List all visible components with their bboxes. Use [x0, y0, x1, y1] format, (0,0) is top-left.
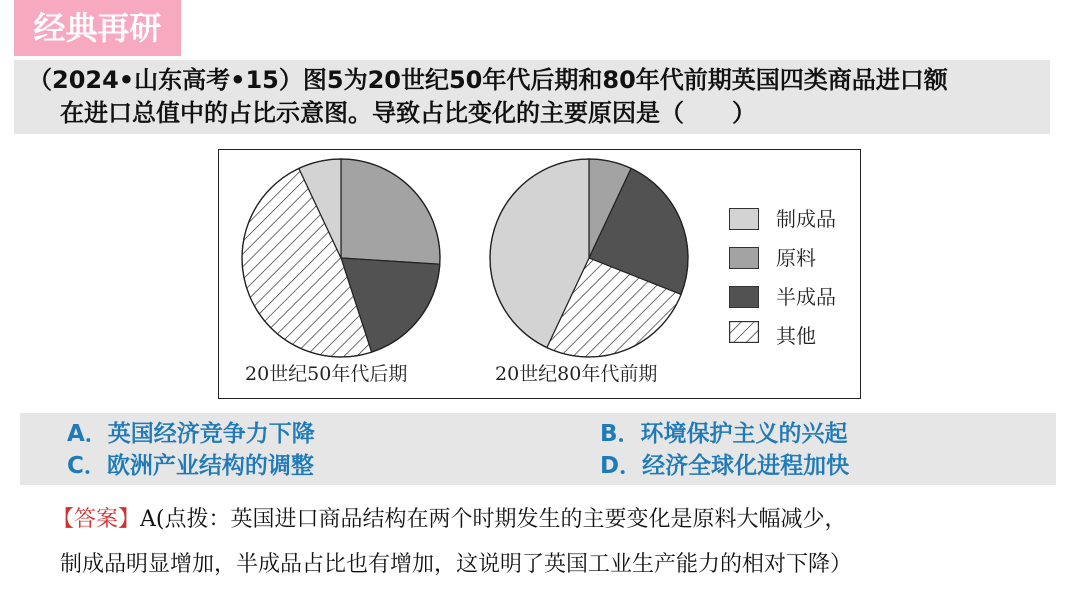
pie-slice-1950s-raw-materials: [341, 159, 440, 264]
legend-label-semi-finished: 半成品: [776, 285, 836, 309]
question-panel: [14, 60, 1050, 134]
option-d[interactable]: D．经济全球化进程加快: [600, 453, 850, 479]
answer-line-2: 制成品明显增加，半成品占比也有增加，这说明了英国工业生产能力的相对下降）: [60, 552, 853, 577]
option-b[interactable]: B．环境保护主义的兴起: [600, 421, 848, 447]
answer-text-1: A(点拨：英国进口商品结构在两个时期发生的主要变化是原料大幅减少，: [140, 507, 847, 532]
pie-caption-1980s: 20世纪80年代前期: [495, 363, 658, 385]
legend-swatch-semi-finished: [729, 286, 759, 308]
legend-label-raw-materials: 原料: [776, 246, 816, 270]
legend-swatch-raw-materials: [729, 247, 759, 269]
pie-figure: [218, 149, 861, 399]
question-line-2: 在进口总值中的占比示意图。导致占比变化的主要原因是（ ）: [60, 99, 756, 127]
legend-swatch-manufactured: [729, 208, 759, 230]
option-c[interactable]: C．欧洲产业结构的调整: [67, 453, 314, 479]
options-panel: [20, 413, 1056, 485]
option-a[interactable]: A．英国经济竞争力下降: [67, 421, 315, 447]
legend-swatch-other: [729, 321, 759, 343]
section-tag: 经典再研: [14, 0, 181, 56]
answer-tag: 【答案】: [52, 507, 141, 532]
answer-line-1: [52, 505, 847, 535]
pie-caption-1950s: 20世纪50年代后期: [245, 363, 408, 385]
question-line-1: （2024•山东高考•15）图5为20世纪50年代后期和80年代前期英国四类商品进口额: [28, 66, 948, 94]
legend-label-other: 其他: [776, 324, 816, 348]
legend-label-manufactured: 制成品: [776, 207, 836, 231]
